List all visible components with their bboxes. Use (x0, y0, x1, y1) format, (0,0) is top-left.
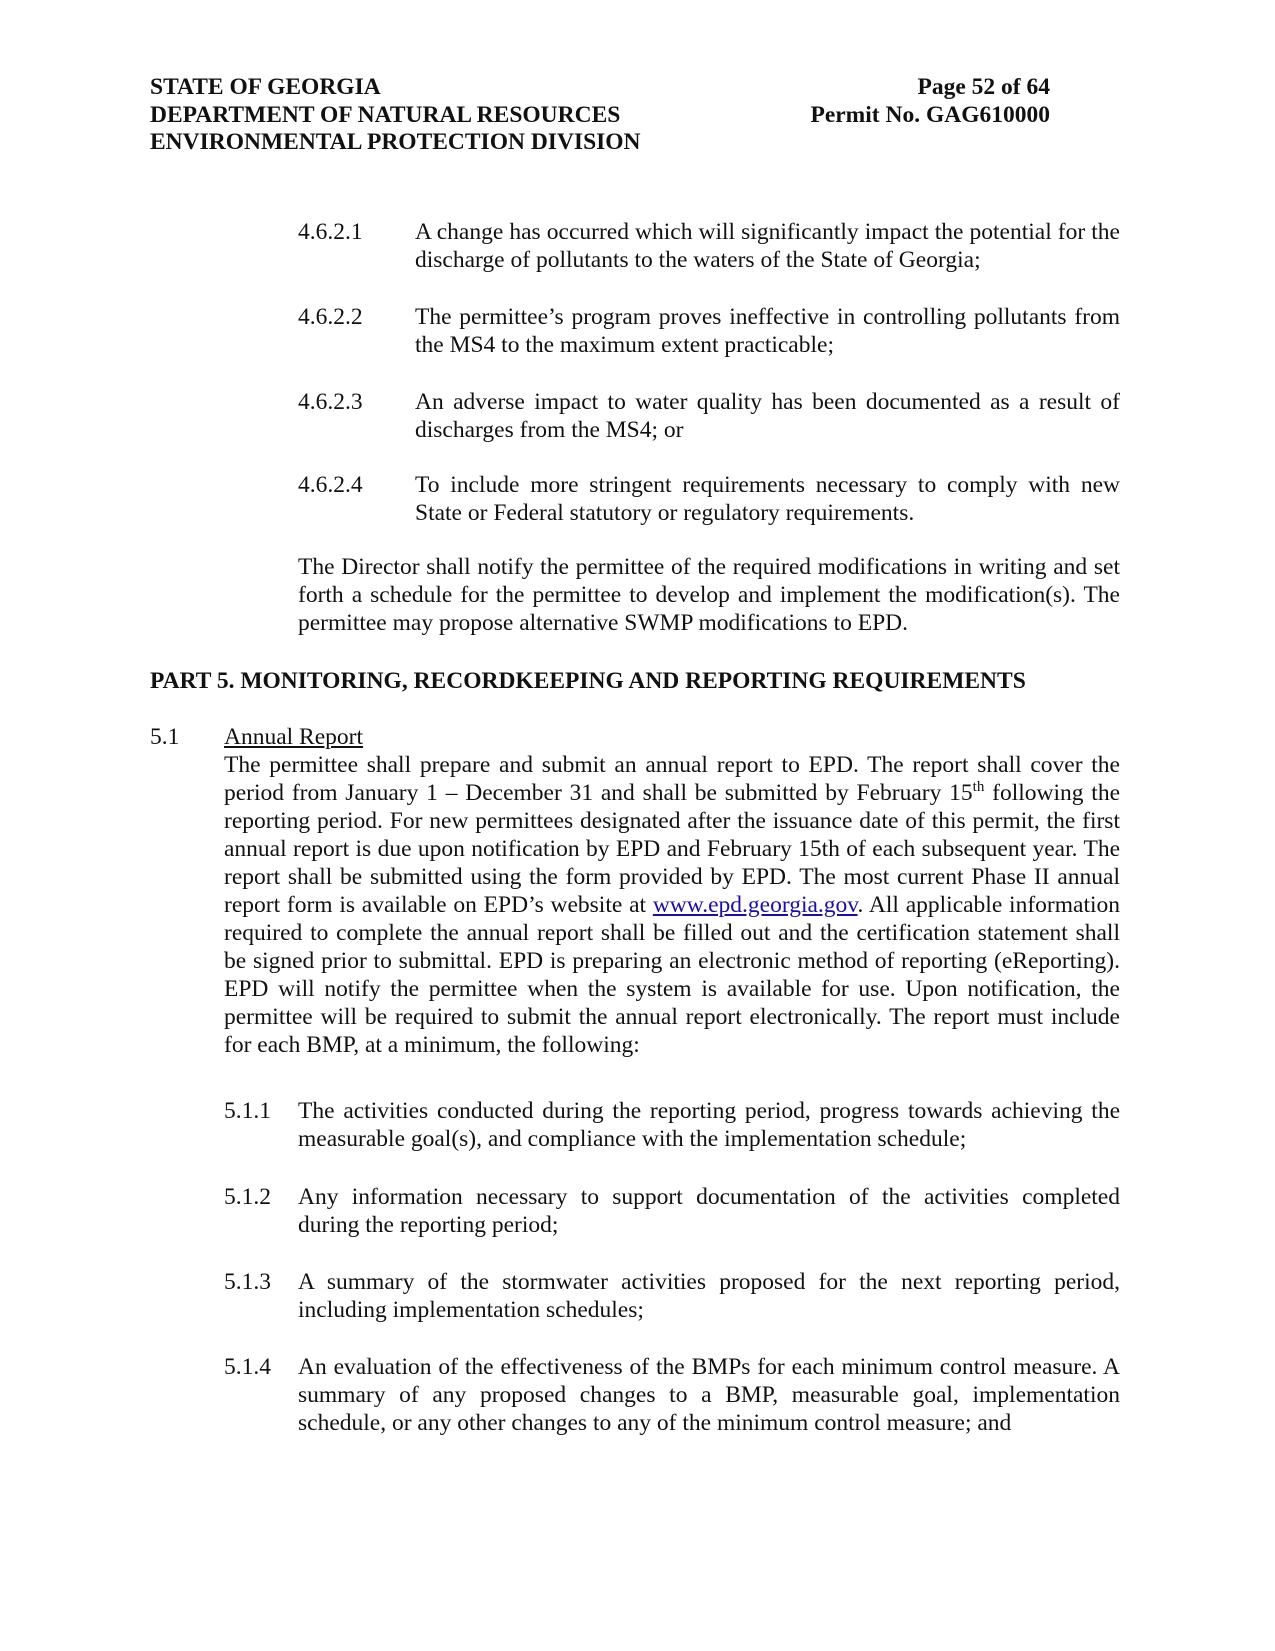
item-text: Any information necessary to support documentation of the activities completed during the reporting period; (298, 1184, 1120, 1238)
item-number: 4.6.2.2 (298, 304, 363, 330)
director-paragraph: The Director shall notify the permittee of the required modifications in writing and set forth a schedule for the permittee to develop and implement the modification(s). The permittee may propose alternative SWMP modifications to EPD. (298, 554, 1120, 636)
list-item (224, 1097, 1120, 1153)
header-state: STATE OF GEORGIA (150, 74, 381, 100)
section-title: Annual Report (224, 724, 364, 750)
header-department: DEPARTMENT OF NATURAL RESOURCES (150, 101, 621, 128)
item-number: 5.1.1 (224, 1098, 271, 1124)
list-item (298, 471, 1120, 527)
item-number: 4.6.2.4 (298, 472, 363, 498)
section-number: 5.1 (150, 724, 180, 750)
part5-heading: PART 5. MONITORING, RECORDKEEPING AND REPORTING REQUIREMENTS (150, 668, 1026, 694)
item-text: A change has occurred which will significantly impact the potential for the discharge of pollutants to the waters of the State of Georgia; (415, 219, 1120, 273)
list-item (298, 303, 1120, 359)
list-item (224, 1268, 1120, 1324)
page-header (150, 74, 1050, 157)
item-text: To include more stringent requirements necessary to comply with new State or Federal statutory or regulatory requirements. (415, 472, 1120, 526)
list-item (298, 218, 1120, 274)
section-annual-report (224, 723, 1120, 1059)
item-number: 4.6.2.1 (298, 219, 363, 245)
item-text: The activities conducted during the reporting period, progress towards achieving the measurable goal(s), and compliance with the implementation schedule; (298, 1098, 1120, 1152)
permit-number: Permit No. GAG610000 (810, 101, 1050, 128)
header-division: ENVIRONMENTAL PROTECTION DIVISION (150, 129, 641, 155)
item-number: 5.1.3 (224, 1269, 271, 1295)
item-number: 4.6.2.3 (298, 389, 363, 415)
item-text: An adverse impact to water quality has been documented as a result of discharges from the MS4; or (415, 389, 1120, 443)
page-number: Page 52 of 64 (917, 74, 1050, 100)
item-number: 5.1.2 (224, 1184, 271, 1210)
list-item (224, 1353, 1120, 1437)
list-item (224, 1183, 1120, 1239)
item-text: An evaluation of the effectiveness of the BMPs for each minimum control measure. A summary of any proposed changes to a BMP, measurable goal, implementation schedule, or any other changes to any of the minimum control measure; and (298, 1354, 1120, 1436)
item-text: The permittee’s program proves ineffective in controlling pollutants from the MS4 to the maximum extent practicable; (415, 304, 1120, 358)
epd-website-link[interactable]: www.epd.georgia.gov (652, 892, 858, 918)
item-text: A summary of the stormwater activities proposed for the next reporting period, including implementation schedules; (298, 1269, 1120, 1323)
list-item (298, 388, 1120, 444)
annual-report-paragraph: The permittee shall prepare and submit an annual report to EPD. The report shall cover the period from January 1 – December 31 and shall be submitted by February 15th following the reporting period. For new permittees designated after the issuance date of this permit, the first annual report is due upon notification by EPD and February 15th of each subsequent year. The report shall be submitted using the form provided by EPD. The most current Phase II annual report form is available on EPD’s website at www.epd.georgia.gov. All applicable information required to complete the annual report shall be filled out and the certification statement shall be signed prior to submittal. EPD is preparing an electronic method of reporting (eReporting). EPD will notify the permittee when the system is available for use. Upon notification, the permittee will be required to submit the annual report electronically. The report must include for each BMP, at a minimum, the following: (224, 752, 1121, 1058)
item-number: 5.1.4 (224, 1354, 271, 1380)
